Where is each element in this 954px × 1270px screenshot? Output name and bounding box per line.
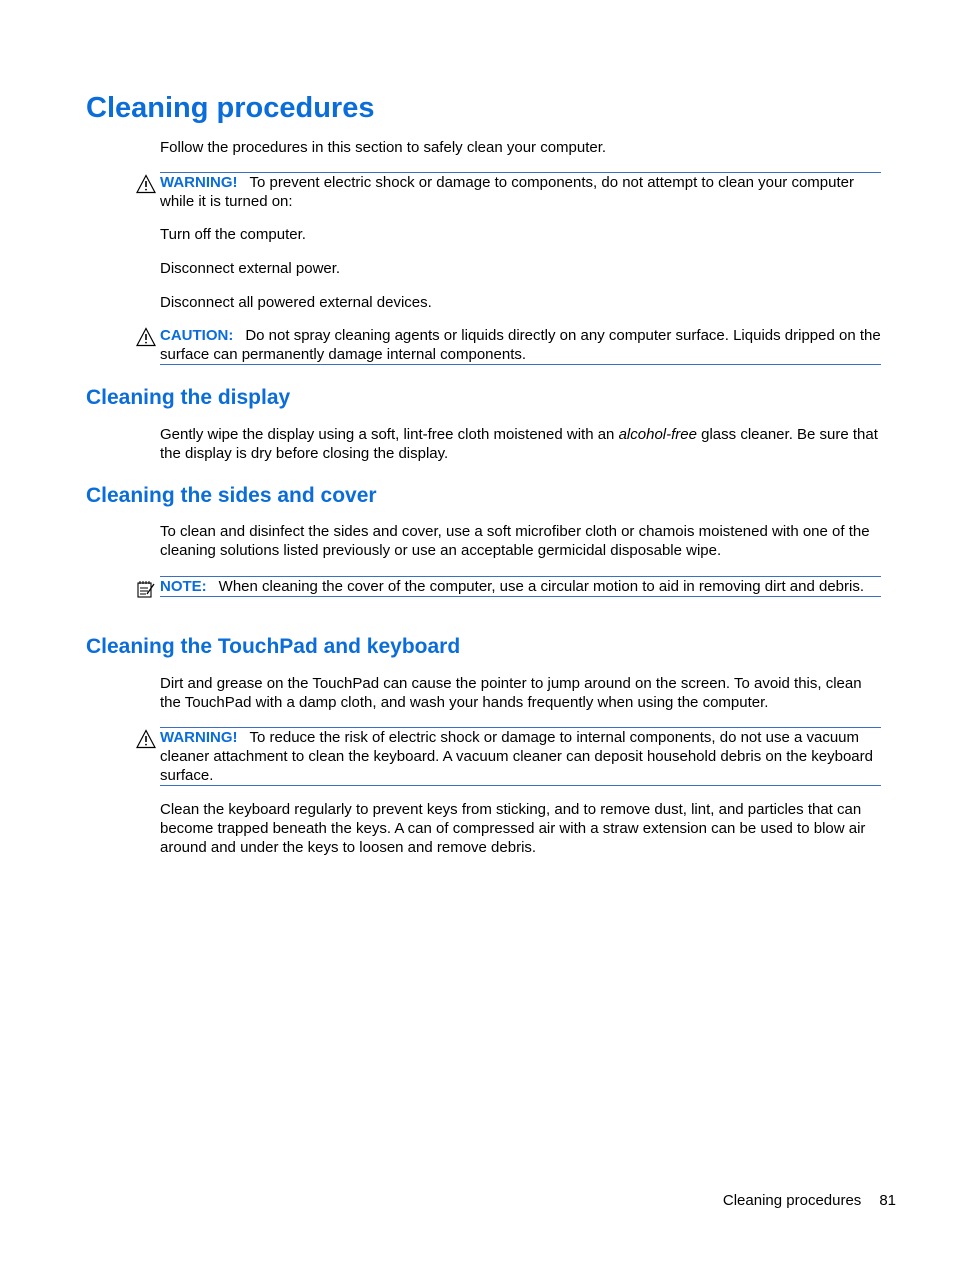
display-text-after: glass cleaner. Be sure that the display is dry before closing the display. bbox=[160, 426, 878, 462]
caution-text: Do not spray cleaning agents or liquids directly on any computer surface. Liquids dripped on the surface can permanently damage internal components. bbox=[160, 327, 881, 363]
step-item: Disconnect all powered external devices. bbox=[160, 294, 432, 311]
warning-text: To reduce the risk of electric shock or damage to internal components, do not use a vacuum cleaner attachment to clean the keyboard. A vacuum cleaner can deposit household debris on the keyboard surface. bbox=[160, 729, 873, 784]
warning-notice-2 bbox=[160, 727, 881, 786]
step-item: Turn off the computer. bbox=[160, 226, 306, 243]
display-paragraph bbox=[160, 425, 882, 463]
warning-label: WARNING! bbox=[160, 729, 238, 746]
caution-notice bbox=[160, 326, 881, 365]
intro-paragraph: Follow the procedures in this section to safely clean your computer. bbox=[160, 139, 607, 156]
display-text-emphasis: alcohol-free bbox=[618, 426, 697, 443]
keyboard-paragraph: Clean the keyboard regularly to prevent keys from sticking, and to remove dust, lint, and particles that can become trapped beneath the keys. A can of compressed air with a straw extension can be used to blow air around and under the keys to loosen and remove debris. bbox=[160, 801, 866, 856]
page-number: 81 bbox=[879, 1192, 896, 1209]
note-pad-icon bbox=[136, 579, 156, 599]
page-footer bbox=[723, 1191, 896, 1211]
warning-triangle-icon bbox=[136, 174, 156, 194]
warning-notice-1 bbox=[160, 172, 881, 211]
note-notice bbox=[160, 576, 881, 597]
page-title: Cleaning procedures bbox=[86, 92, 375, 124]
section-heading-touchpad: Cleaning the TouchPad and keyboard bbox=[86, 635, 461, 658]
warning-triangle-icon bbox=[136, 729, 156, 749]
display-text-before: Gently wipe the display using a soft, lint-free cloth moistened with an bbox=[160, 426, 619, 443]
step-item: Disconnect external power. bbox=[160, 260, 341, 277]
caution-label: CAUTION: bbox=[160, 327, 234, 344]
section-heading-sides: Cleaning the sides and cover bbox=[86, 484, 377, 507]
note-text: When cleaning the cover of the computer, use a circular motion to aid in removing dirt and debris. bbox=[218, 578, 865, 595]
note-label: NOTE: bbox=[160, 578, 207, 595]
footer-section-title: Cleaning procedures bbox=[722, 1192, 862, 1209]
caution-triangle-icon bbox=[136, 327, 156, 347]
touchpad-paragraph: Dirt and grease on the TouchPad can cause the pointer to jump around on the screen. To avoid this, clean the TouchPad with a damp cloth, and wash your hands frequently when using the computer. bbox=[160, 675, 862, 711]
sides-paragraph: To clean and disinfect the sides and cover, use a soft microfiber cloth or chamois moistened with one of the cleaning solutions listed previously or use an acceptable germicidal disposable wipe. bbox=[160, 523, 870, 559]
section-heading-display: Cleaning the display bbox=[86, 386, 291, 409]
warning-text: To prevent electric shock or damage to components, do not attempt to clean your computer while it is turned on: bbox=[160, 174, 854, 210]
warning-label: WARNING! bbox=[160, 174, 238, 191]
